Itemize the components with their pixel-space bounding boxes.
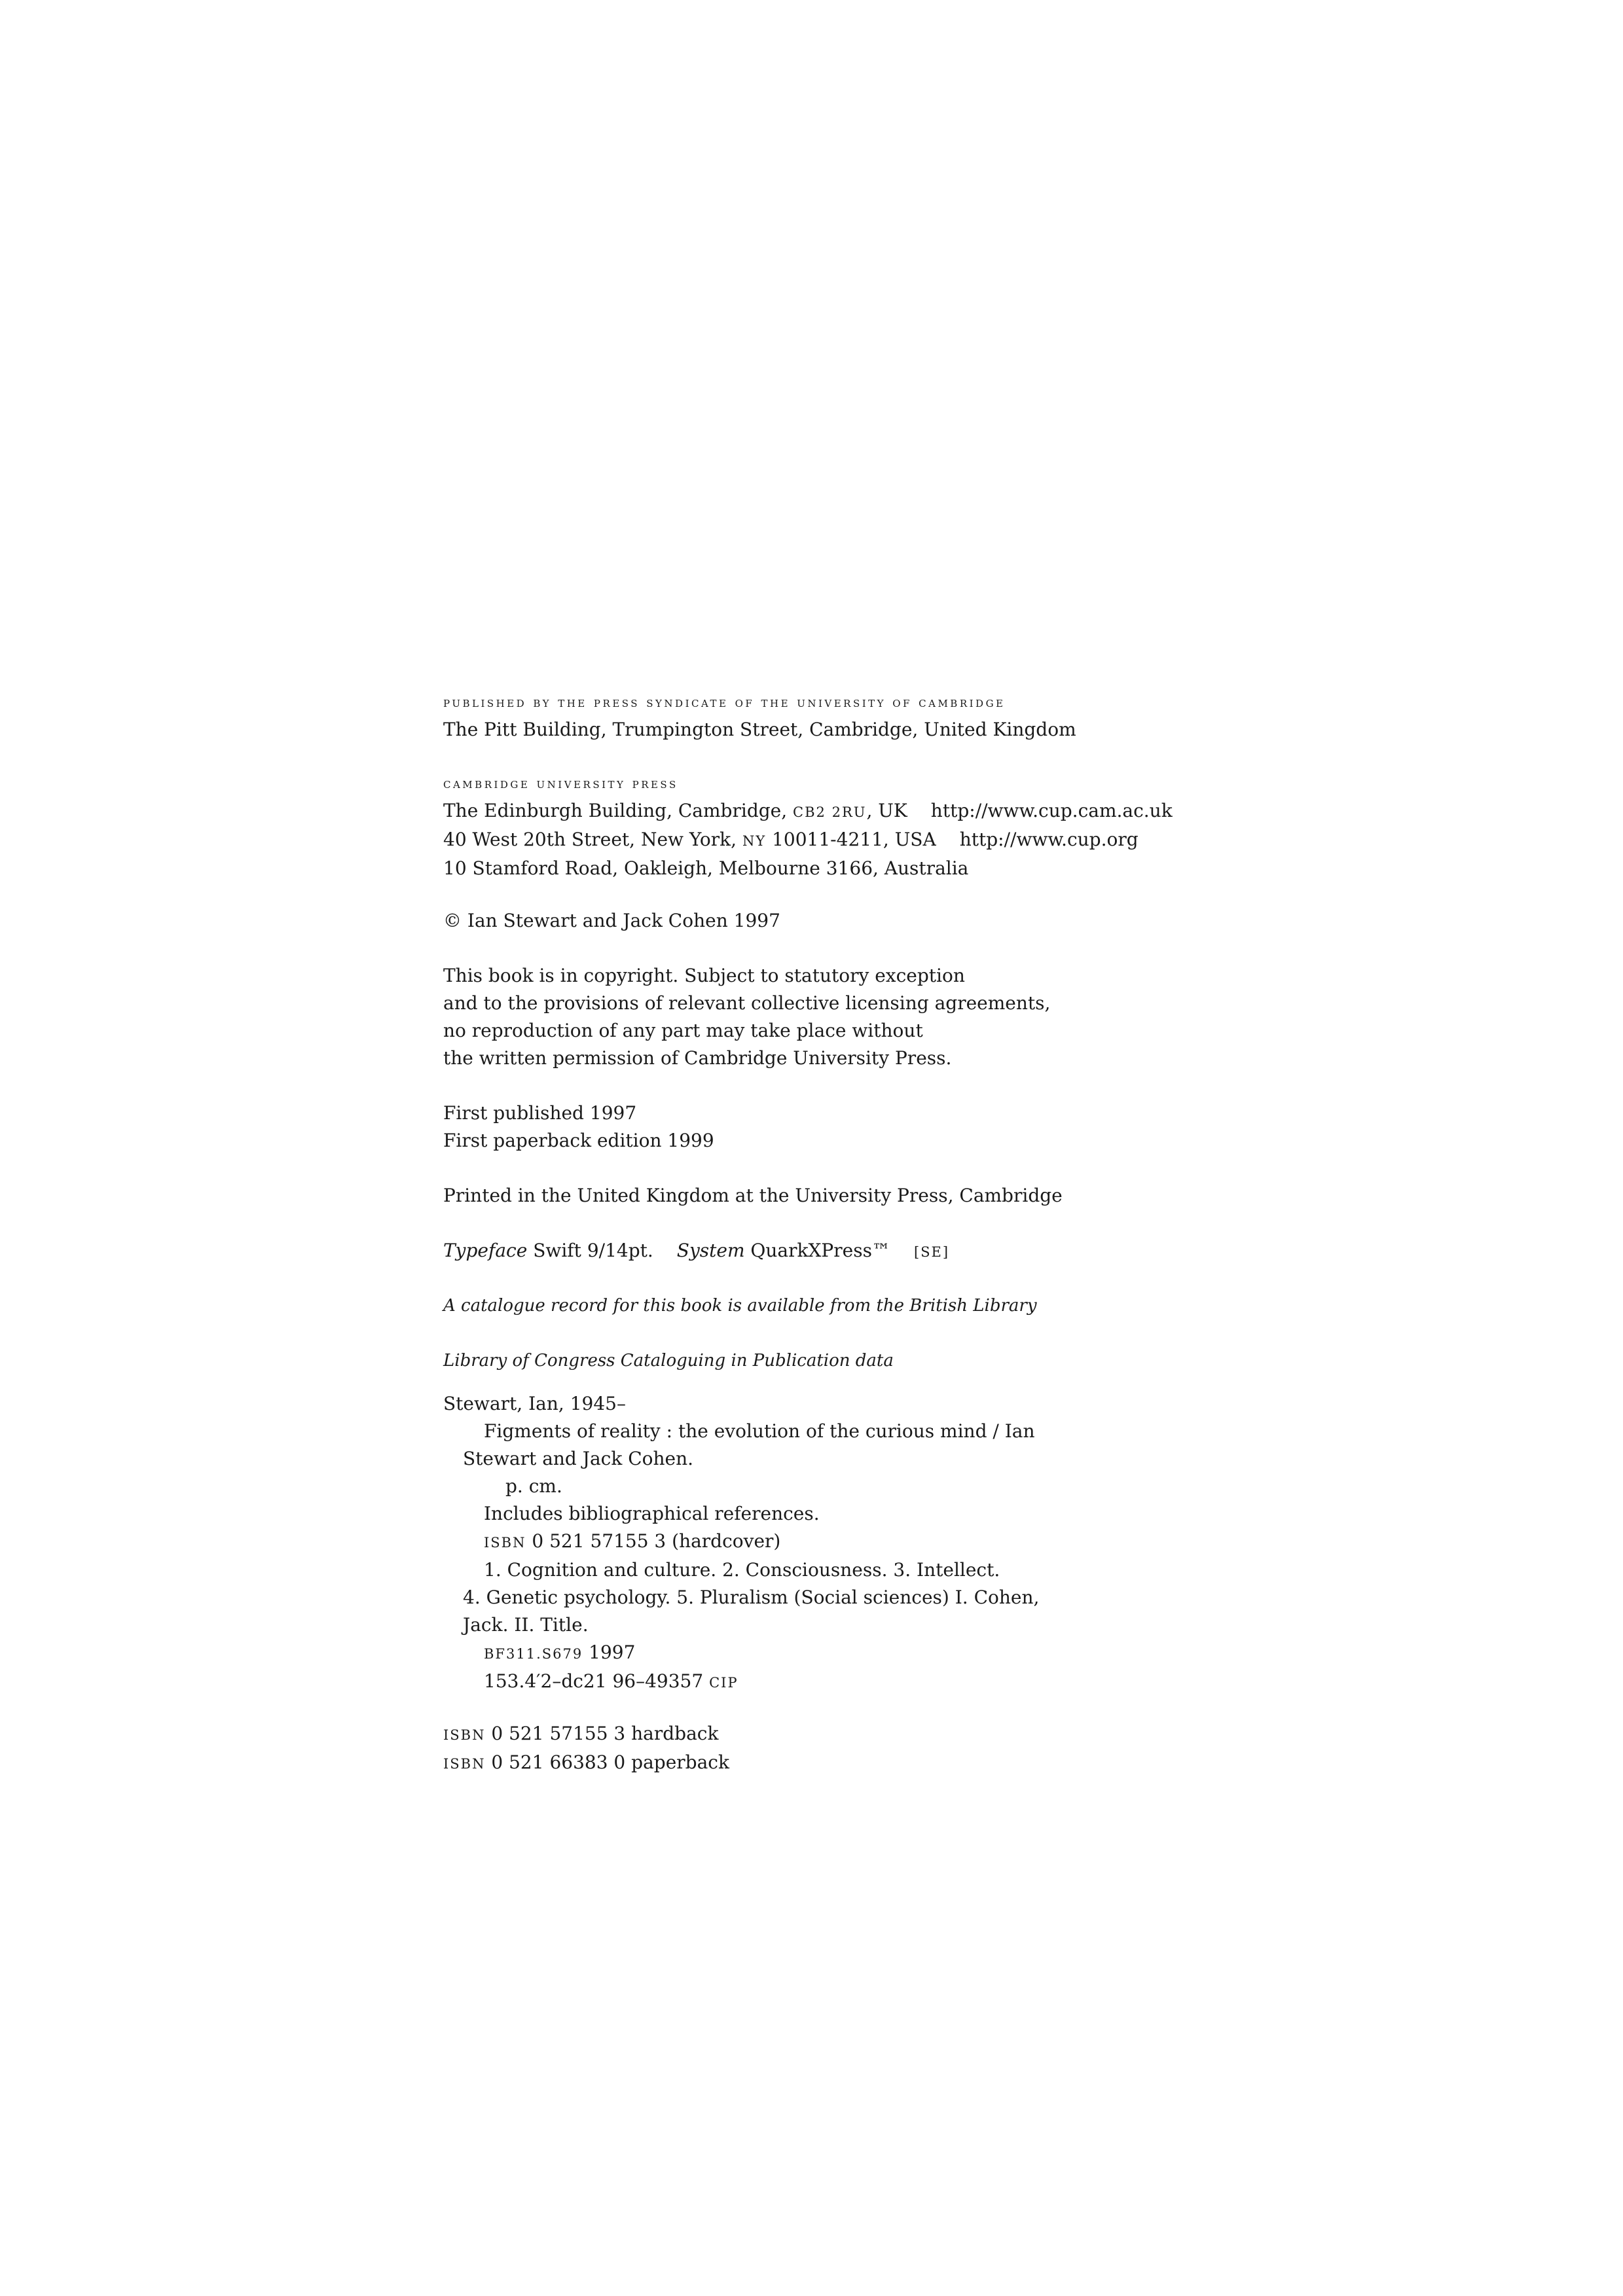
typeface-label: Typeface [443,1240,528,1261]
isbn-block [443,1720,1294,1778]
address-text: 10 Stamford Road, Oakleigh, Melbourne 3166, Australia [443,857,969,879]
cip-includes: Includes bibliographical references. [484,1503,820,1524]
cip-title: Figments of reality : the evolution of the curious mind / Ian [484,1420,1035,1442]
address-line [443,797,1294,826]
isbn-line [443,1749,1294,1778]
isbn-value: 0 521 57155 3 hardback [485,1723,719,1744]
typeface-tag: [SE] [913,1244,950,1260]
printed-block [443,1182,1294,1210]
isbn-value: 0 521 57155 3 (hardcover) [526,1530,781,1552]
classification-year: 1997 [583,1641,636,1663]
address-line [443,826,1294,855]
isbn-label: ISBN [484,1535,526,1551]
cip-title: Stewart and Jack Cohen. [463,1448,694,1469]
cip-tag: CIP [709,1675,739,1691]
statement-line: and to the provisions of relevant collective licensing agreements, [443,992,1051,1014]
cip-subjects: 1. Cognition and culture. 2. Consciousness. 3. Intellect. [484,1559,1000,1581]
postcode: CB2 2RU [793,804,867,820]
press-heading: cambridge university press [443,776,678,791]
address-text: The Edinburgh Building, Cambridge, [443,800,793,821]
cip-subjects: 4. Genetic psychology. 5. Pluralism (Social sciences) I. Cohen, [463,1587,1040,1608]
isbn-line [443,1720,1294,1749]
cip-classification [443,1639,1294,1668]
system-value: QuarkXPress™ [744,1240,890,1261]
isbn-label: ISBN [443,1727,486,1743]
syndicate-address: The Pitt Building, Trumpington Street, Cambridge, United Kingdom [443,719,1076,740]
cip-subjects: Jack. II. Title. [463,1614,589,1636]
classification-number: BF311.S679 [484,1646,583,1662]
loc-heading-block [443,1347,1294,1374]
address-line [443,855,1294,882]
editions-block [443,1100,1294,1155]
isbn-value: 0 521 66383 0 paperback [485,1751,729,1773]
cip-pcm: p. cm. [505,1475,562,1497]
dewey-number: 153.4′2–dc21 96–49357 [484,1670,710,1692]
typeface-block [443,1237,1294,1266]
copyright-statement [443,962,1294,1072]
state-code: NY [742,833,767,849]
edition-line: First published 1997 [443,1102,637,1124]
publisher-block [443,689,1294,744]
cip-author: Stewart, Ian, 1945– [443,1393,626,1414]
copyright-notice: © Ian Stewart and Jack Cohen 1997 [443,910,780,931]
syndicate-heading: published by the press syndicate of the university of cambridge [443,694,1006,710]
address-text: , UK [866,800,907,821]
cip-block [443,1390,1294,1696]
isbn-label: ISBN [443,1756,486,1772]
publisher-url[interactable]: http://www.cup.org [959,829,1139,850]
address-text: 10011-4211, USA [766,829,936,850]
copyright-block [443,907,1294,935]
edition-line: First paperback edition 1999 [443,1130,714,1151]
statement-line: the written permission of Cambridge University Press. [443,1047,952,1069]
cip-dewey [443,1668,1294,1696]
press-block [443,770,1294,882]
system-label: System [676,1240,745,1261]
publisher-url[interactable]: http://www.cup.cam.ac.uk [930,800,1173,821]
statement-line: no reproduction of any part may take place without [443,1020,923,1041]
typeface-value: Swift 9/14pt. [527,1240,653,1261]
loc-heading: Library of Congress Cataloguing in Publication data [443,1351,894,1371]
catalogue-record-block [443,1292,1294,1319]
catalogue-record: A catalogue record for this book is available from the British Library [443,1296,1037,1316]
printed-line: Printed in the United Kingdom at the University Press, Cambridge [443,1185,1063,1206]
address-text: 40 West 20th Street, New York, [443,829,742,850]
statement-line: This book is in copyright. Subject to statutory exception [443,965,965,986]
typeface-line [443,1237,1294,1266]
cip-isbn [443,1528,1294,1556]
